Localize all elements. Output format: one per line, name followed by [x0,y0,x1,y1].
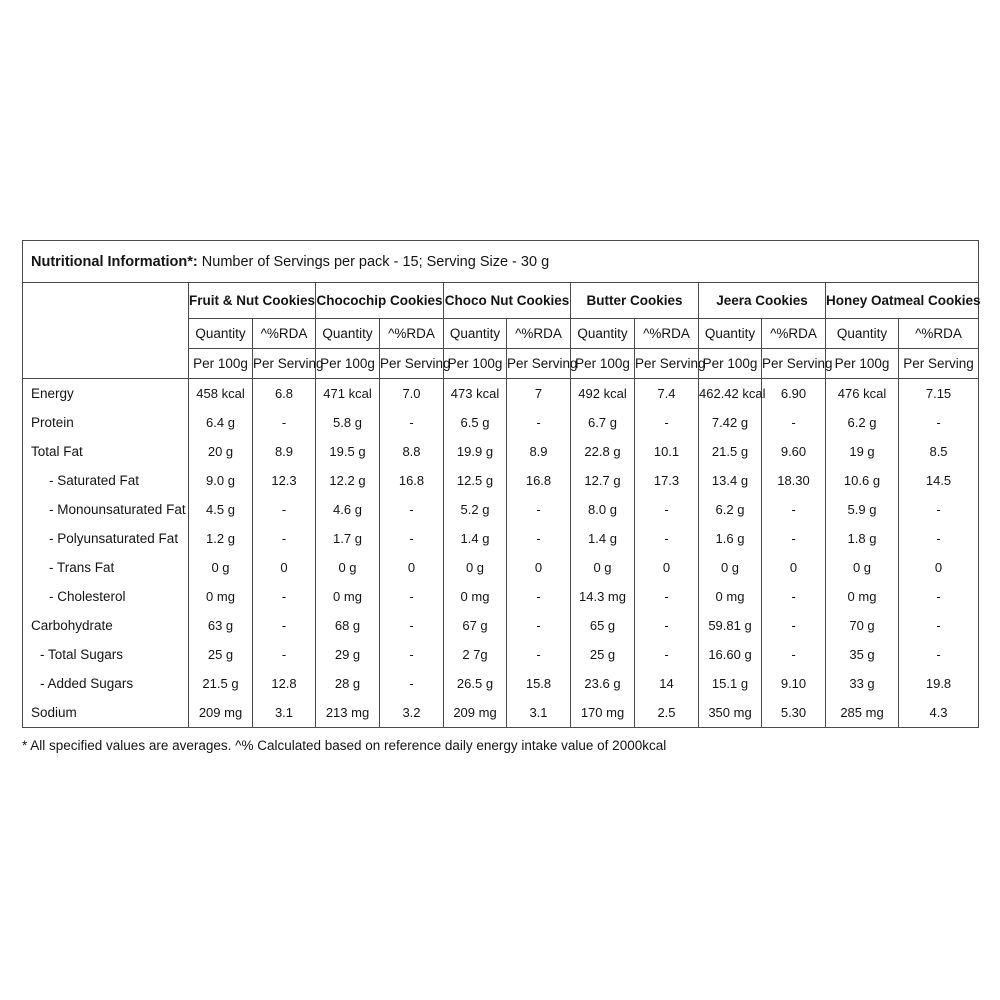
table-title-bold: Nutritional Information*: [31,253,198,270]
nutrient-label: - Cholesterol [49,589,126,604]
value-cell: - [380,495,444,524]
product-header-2: Chocochip Cookies [316,283,444,319]
per-serving-header-4: Per Serving [635,349,699,379]
value-cell: - [899,611,979,640]
value-cell: 9.60 [762,437,826,466]
value-cell: 14.3 mg [571,582,635,611]
value-cell: 12.3 [253,466,316,495]
value-cell: 12.7 g [571,466,635,495]
value-cell: - [899,582,979,611]
product-header-row [23,283,979,319]
quantity-header-3: Quantity [444,319,507,349]
nutrient-label: Energy [31,386,74,401]
nutrient-label: Total Fat [31,444,83,459]
value-cell: 19.8 [899,669,979,698]
value-cell: - [762,640,826,669]
quantity-header-1: Quantity [189,319,253,349]
value-cell: 0 [507,553,571,582]
value-cell: 19.9 g [444,437,507,466]
value-cell: 209 mg [189,698,253,728]
value-cell: 23.6 g [571,669,635,698]
per-serving-header-5: Per Serving [762,349,826,379]
value-cell: - [635,524,699,553]
value-cell: 4.3 [899,698,979,728]
value-cell: - [507,640,571,669]
value-cell: - [762,408,826,437]
table-row [23,553,979,582]
value-cell: 0 [635,553,699,582]
nutrition-information-table [22,240,979,728]
value-cell: 5.9 g [826,495,899,524]
value-cell: - [635,582,699,611]
product-header-6: Honey Oatmeal Cookies [826,283,979,319]
table-title [23,241,979,283]
value-cell: 0 g [444,553,507,582]
footnote: * All specified values are averages. ^% Calculated based on reference daily energy intake value of 2000kcal [22,738,667,753]
value-cell: 15.1 g [699,669,762,698]
value-cell: 9.0 g [189,466,253,495]
value-cell: 5.2 g [444,495,507,524]
value-cell: 8.9 [253,437,316,466]
rda-header-2: ^%RDA [380,319,444,349]
value-cell: 7.4 [635,379,699,409]
value-cell: 28 g [316,669,380,698]
value-cell: 22.8 g [571,437,635,466]
table-title-rest: Number of Servings per pack - 15; Serving Size - 30 g [197,253,550,270]
value-cell: - [380,640,444,669]
value-cell: 7 [507,379,571,409]
rda-header-6: ^%RDA [899,319,979,349]
value-cell: 8.5 [899,437,979,466]
value-cell: 0 mg [699,582,762,611]
value-cell: - [762,524,826,553]
nutrient-label: - Monounsaturated Fat [49,502,186,517]
value-cell: - [635,611,699,640]
value-cell: - [507,524,571,553]
value-cell: 471 kcal [316,379,380,409]
value-cell: - [762,582,826,611]
value-cell: 0 [253,553,316,582]
value-cell: 0 [762,553,826,582]
value-cell: - [899,495,979,524]
value-cell: 8.0 g [571,495,635,524]
value-cell: - [380,669,444,698]
value-cell: 13.4 g [699,466,762,495]
value-cell: 16.8 [380,466,444,495]
value-cell: 12.5 g [444,466,507,495]
product-header-3: Choco Nut Cookies [444,283,571,319]
value-cell: - [253,408,316,437]
value-cell: 29 g [316,640,380,669]
per100g-header-6: Per 100g [826,349,899,379]
table-row [23,611,979,640]
per-serving-header-2: Per Serving [380,349,444,379]
value-cell: 0 g [189,553,253,582]
table-row [23,437,979,466]
value-cell: 3.1 [507,698,571,728]
value-cell: 21.5 g [189,669,253,698]
value-cell: 4.6 g [316,495,380,524]
value-cell: 70 g [826,611,899,640]
per100g-header-2: Per 100g [316,349,380,379]
value-cell: - [253,611,316,640]
value-cell: 9.10 [762,669,826,698]
per-serving-header-1: Per Serving [253,349,316,379]
value-cell: 59.81 g [699,611,762,640]
nutrient-label: - Saturated Fat [49,473,140,488]
value-cell: 26.5 g [444,669,507,698]
product-header-5: Jeera Cookies [699,283,826,319]
value-cell: 68 g [316,611,380,640]
value-cell: 2.5 [635,698,699,728]
value-cell: - [507,582,571,611]
product-header-1: Fruit & Nut Cookies [189,283,316,319]
table-row [23,408,979,437]
value-cell: - [253,524,316,553]
value-cell: 6.4 g [189,408,253,437]
rda-header-1: ^%RDA [253,319,316,349]
table-row [23,466,979,495]
value-cell: - [380,582,444,611]
value-cell: - [762,495,826,524]
per-serving-header-3: Per Serving [507,349,571,379]
value-cell: 0 mg [189,582,253,611]
value-cell: 0 g [316,553,380,582]
quantity-header-4: Quantity [571,319,635,349]
value-cell: 19.5 g [316,437,380,466]
nutrient-label: Sodium [31,705,77,720]
value-cell: 67 g [444,611,507,640]
per100g-header-1: Per 100g [189,349,253,379]
table-row [23,582,979,611]
value-cell: 476 kcal [826,379,899,409]
value-cell: - [380,524,444,553]
value-cell: 3.1 [253,698,316,728]
value-cell: - [380,611,444,640]
value-cell: 0 g [571,553,635,582]
value-cell: 19 g [826,437,899,466]
value-cell: - [507,495,571,524]
rda-header-5: ^%RDA [762,319,826,349]
value-cell: 35 g [826,640,899,669]
value-cell: 65 g [571,611,635,640]
value-cell: 12.8 [253,669,316,698]
value-cell: 25 g [571,640,635,669]
value-cell: - [507,611,571,640]
product-header-4: Butter Cookies [571,283,699,319]
label-column-header [23,283,189,379]
table-row [23,524,979,553]
rda-header-3: ^%RDA [507,319,571,349]
value-cell: 1.4 g [444,524,507,553]
value-cell: - [635,495,699,524]
value-cell: 7.42 g [699,408,762,437]
value-cell: - [253,582,316,611]
value-cell: 16.60 g [699,640,762,669]
table-row [23,495,979,524]
value-cell: 0 mg [316,582,380,611]
value-cell: 25 g [189,640,253,669]
value-cell: 7.0 [380,379,444,409]
table-row [23,379,979,409]
value-cell: 63 g [189,611,253,640]
value-cell: 492 kcal [571,379,635,409]
table-row [23,698,979,728]
value-cell: 15.8 [507,669,571,698]
value-cell: 18.30 [762,466,826,495]
nutrient-label: Protein [31,415,74,430]
value-cell: 6.2 g [699,495,762,524]
value-cell: - [253,495,316,524]
value-cell: 16.8 [507,466,571,495]
quantity-header-2: Quantity [316,319,380,349]
value-cell: 21.5 g [699,437,762,466]
value-cell: 10.1 [635,437,699,466]
value-cell: 14 [635,669,699,698]
value-cell: 0 g [826,553,899,582]
value-cell: 6.7 g [571,408,635,437]
value-cell: 462.42 kcal [699,379,762,409]
value-cell: 1.6 g [699,524,762,553]
value-cell: - [507,408,571,437]
value-cell: 458 kcal [189,379,253,409]
value-cell: 6.5 g [444,408,507,437]
value-cell: 0 g [699,553,762,582]
value-cell: 209 mg [444,698,507,728]
per-serving-header-6: Per Serving [899,349,979,379]
value-cell: 8.8 [380,437,444,466]
table-row [23,640,979,669]
value-cell: 10.6 g [826,466,899,495]
value-cell: - [635,408,699,437]
table-row [23,669,979,698]
value-cell: 5.30 [762,698,826,728]
rda-header-4: ^%RDA [635,319,699,349]
value-cell: 0 mg [826,582,899,611]
per100g-header-4: Per 100g [571,349,635,379]
value-cell: 285 mg [826,698,899,728]
value-cell: 1.8 g [826,524,899,553]
nutrition-table [22,240,981,728]
value-cell: 4.5 g [189,495,253,524]
value-cell: - [380,408,444,437]
value-cell: - [762,611,826,640]
value-cell: - [253,640,316,669]
value-cell: 1.4 g [571,524,635,553]
value-cell: 0 [899,553,979,582]
nutrient-label: - Total Sugars [40,647,124,662]
per100g-header-3: Per 100g [444,349,507,379]
value-cell: 17.3 [635,466,699,495]
value-cell: 6.90 [762,379,826,409]
value-cell: 2 7g [444,640,507,669]
value-cell: 213 mg [316,698,380,728]
value-cell: 1.7 g [316,524,380,553]
value-cell: 14.5 [899,466,979,495]
value-cell: - [635,640,699,669]
nutrient-label: - Trans Fat [49,560,115,575]
value-cell: 12.2 g [316,466,380,495]
value-cell: 5.8 g [316,408,380,437]
value-cell: 6.8 [253,379,316,409]
value-cell: 33 g [826,669,899,698]
value-cell: 1.2 g [189,524,253,553]
nutrient-label: - Polyunsaturated Fat [49,531,179,546]
value-cell: 0 mg [444,582,507,611]
value-cell: 0 [380,553,444,582]
value-cell: - [899,408,979,437]
value-cell: - [899,640,979,669]
per100g-header-5: Per 100g [699,349,762,379]
value-cell: 6.2 g [826,408,899,437]
value-cell: 473 kcal [444,379,507,409]
value-cell: 3.2 [380,698,444,728]
value-cell: 170 mg [571,698,635,728]
value-cell: 20 g [189,437,253,466]
quantity-header-6: Quantity [826,319,899,349]
nutrient-label: - Added Sugars [40,676,134,691]
title-row [23,241,979,283]
value-cell: 350 mg [699,698,762,728]
nutrient-label: Carbohydrate [31,618,113,633]
value-cell: - [899,524,979,553]
value-cell: 7.15 [899,379,979,409]
quantity-header-5: Quantity [699,319,762,349]
value-cell: 8.9 [507,437,571,466]
